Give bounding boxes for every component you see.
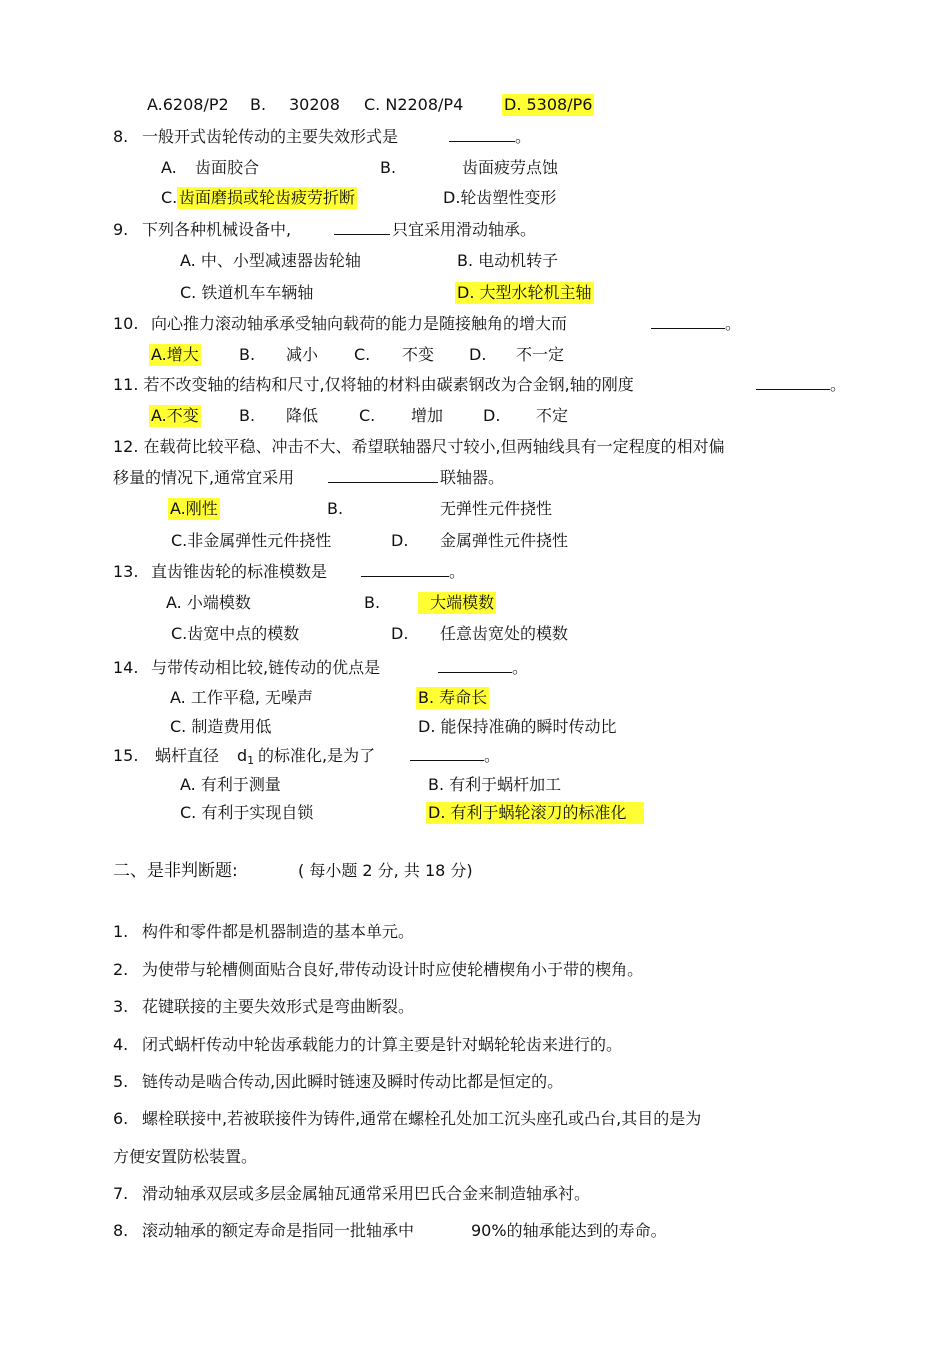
q10-option-b-label: B. — [239, 345, 256, 364]
q8-number: 8. — [113, 127, 129, 146]
q7-option-d-answer: D. 5308/P6 — [504, 95, 593, 114]
q12-stem-line1: 12. 在载荷比较平稳、冲击不大、希望联轴器尺寸较小,但两轴线具有一定程度的相对偏 — [113, 437, 725, 456]
q13-option-a: A. 小端模数 — [166, 593, 251, 612]
q12-stem-line2-post: 联轴器。 — [440, 468, 505, 487]
q10-option-d: 不一定 — [516, 345, 565, 364]
q15-blank: 。 — [410, 745, 500, 767]
q13-stem: 直齿锥齿轮的标准模数是 — [151, 562, 328, 581]
tf-item-1-number: 1. — [113, 922, 129, 941]
q15-option-b: B. 有利于蜗杆加工 — [428, 775, 562, 794]
q13-blank: 。 — [361, 561, 465, 583]
tf-item-7-text: 滑动轴承双层或多层金属轴瓦通常采用巴氏合金来制造轴承衬。 — [142, 1184, 591, 1203]
q12-stem-line2-pre: 移量的情况下,通常宜采用 — [113, 468, 295, 487]
q9-option-d-answer: D. 大型水轮机主轴 — [457, 283, 592, 302]
q14-stem: 与带传动相比较,链传动的优点是 — [151, 658, 381, 677]
tf-item-6-text-line2: 方便安置防松装置。 — [113, 1147, 258, 1166]
tf-item-5-number: 5. — [113, 1072, 129, 1091]
q8-option-b-label: B. — [380, 158, 397, 177]
q10-option-c-label: C. — [354, 345, 371, 364]
q9-option-b: B. 电动机转子 — [457, 251, 559, 270]
tf-item-4-text: 闭式蜗杆传动中轮齿承载能力的计算主要是针对蜗轮轮齿来进行的。 — [142, 1035, 623, 1054]
tf-item-6-number: 6. — [113, 1109, 129, 1128]
tf-item-8-text: 滚动轴承的额定寿命是指同一批轴承中 — [142, 1221, 415, 1240]
q15-stem-post: 的标准化,是为了 — [258, 746, 376, 765]
tf-item-1-text: 构件和零件都是机器制造的基本单元。 — [142, 922, 415, 941]
tf-item-2-number: 2. — [113, 960, 129, 979]
q14-option-a: A. 工作平稳, 无噪声 — [170, 688, 314, 707]
q8-blank: 。 — [449, 126, 531, 148]
q8-option-c-answer: 齿面磨损或轮齿疲劳折断 — [179, 188, 356, 207]
q11-option-c: 增加 — [411, 406, 444, 425]
q13-option-c: C.齿宽中点的模数 — [171, 624, 300, 643]
q14-option-b-answer: B. 寿命长 — [418, 688, 488, 707]
tf-item-2-text: 为使带与轮槽侧面贴合良好,带传动设计时应使轮槽楔角小于带的楔角。 — [142, 960, 644, 979]
q11-option-d: 不定 — [536, 406, 569, 425]
tf-item-4-number: 4. — [113, 1035, 129, 1054]
q7-option-a: A.6208/P2 — [147, 95, 229, 114]
q8-option-d: D.轮齿塑性变形 — [443, 188, 557, 207]
q7-option-c: C. N2208/P4 — [364, 95, 464, 114]
q11-option-b-label: B. — [239, 406, 256, 425]
q10-option-c: 不变 — [402, 345, 435, 364]
tf-item-3-text: 花键联接的主要失效形式是弯曲断裂。 — [142, 997, 415, 1016]
q15-option-a: A. 有利于测量 — [180, 775, 281, 794]
q15-number: 15. — [113, 746, 139, 765]
q15-d1-symbol: $d_1$ — [237, 746, 255, 767]
section2-score: ( 每小题 2 分, 共 18 分) — [298, 861, 473, 880]
q8-option-a: 齿面胶合 — [195, 158, 260, 177]
q12-option-b-label: B. — [327, 499, 344, 518]
q7-option-b-label: B. — [250, 95, 267, 114]
q11-option-a-answer: A.不变 — [151, 406, 199, 425]
q12-option-c: C.非金属弹性元件挠性 — [171, 531, 332, 550]
q13-option-b-label: B. — [364, 593, 381, 612]
q9-option-c: C. 铁道机车车辆轴 — [180, 283, 314, 302]
q10-option-d-label: D. — [469, 345, 487, 364]
q14-number: 14. — [113, 658, 139, 677]
q12-option-d: 金属弹性元件挠性 — [440, 531, 569, 550]
q12-option-b: 无弹性元件挠性 — [440, 499, 553, 518]
tf-item-5-text: 链传动是啮合传动,因此瞬时链速及瞬时传动比都是恒定的。 — [142, 1072, 564, 1091]
q10-option-a-answer: A.增大 — [151, 345, 199, 364]
tf-item-6-text: 螺栓联接中,若被联接件为铸件,通常在螺栓孔处加工沉头座孔或凸台,其目的是为 — [142, 1109, 702, 1128]
q9-stem-pre: 下列各种机械设备中, — [142, 220, 292, 239]
q9-blank — [334, 219, 390, 241]
section2-title: 二、是非判断题: — [113, 861, 238, 881]
q12-option-a-answer: A.刚性 — [170, 499, 218, 518]
q11-option-b: 降低 — [286, 406, 319, 425]
tf-item-3-number: 3. — [113, 997, 129, 1016]
tf-item-8-number: 8. — [113, 1221, 129, 1240]
q15-stem-pre: 蜗杆直径 — [155, 746, 220, 765]
q9-stem-post: 只宜采用滑动轴承。 — [392, 220, 537, 239]
q11-stem: 11. 若不改变轴的结构和尺寸,仅将轴的材料由碳素钢改为合金钢,轴的刚度 — [113, 375, 634, 394]
q11-option-c-label: C. — [359, 406, 376, 425]
q13-number: 13. — [113, 562, 139, 581]
q13-option-b-answer: 大端模数 — [418, 592, 496, 614]
tf-item-8-percent: 90%的轴承能达到的寿命。 — [471, 1221, 667, 1240]
q12-blank — [328, 467, 438, 489]
q14-option-c: C. 制造费用低 — [170, 717, 272, 736]
q14-option-d: D. 能保持准确的瞬时传动比 — [418, 717, 617, 736]
q8-stem: 一般开式齿轮传动的主要失效形式是 — [142, 127, 399, 146]
q15-option-d-answer: D. 有利于蜗轮滚刀的标准化 — [426, 802, 644, 824]
q12-option-d-label: D. — [391, 531, 409, 550]
q11-option-d-label: D. — [483, 406, 501, 425]
q8-option-b: 齿面疲劳点蚀 — [462, 158, 559, 177]
q10-stem: 向心推力滚动轴承承受轴向载荷的能力是随接触角的增大而 — [151, 314, 568, 333]
q9-number: 9. — [113, 220, 129, 239]
q7-option-b-value: 30208 — [289, 95, 340, 114]
q8-option-a-label: A. — [161, 158, 177, 177]
q10-number: 10. — [113, 314, 139, 333]
q15-option-c: C. 有利于实现自锁 — [180, 803, 314, 822]
q13-option-d: 任意齿宽处的模数 — [440, 624, 569, 643]
q14-blank: 。 — [438, 657, 528, 679]
tf-item-7-number: 7. — [113, 1184, 129, 1203]
q13-option-d-label: D. — [391, 624, 409, 643]
q9-option-a: A. 中、小型减速器齿轮轴 — [180, 251, 361, 270]
q10-blank: 。 — [651, 313, 741, 335]
q10-option-b: 减小 — [286, 345, 319, 364]
q8-option-c-label: C. — [161, 188, 178, 207]
q11-blank: 。 — [756, 374, 846, 396]
